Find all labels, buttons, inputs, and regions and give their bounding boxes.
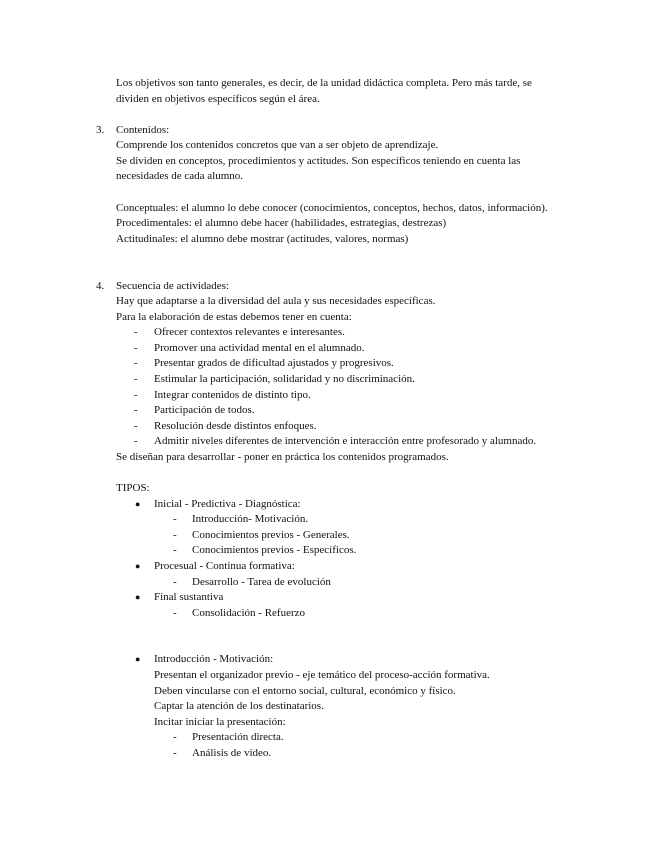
- text-line: [0, 559, 655, 575]
- text-line: [0, 138, 655, 154]
- line-text: Conocimientos previos - Generales.: [192, 528, 350, 541]
- text-line: [0, 497, 655, 513]
- dash-marker: -: [134, 372, 138, 385]
- line-text: Para la elaboración de estas debemos tener en cuenta:: [116, 310, 352, 323]
- line-text: Conceptuales: el alumno lo debe conocer (conocimientos, conceptos, hechos, datos, información).: [116, 201, 548, 214]
- blank-line: [0, 185, 655, 201]
- line-text: Comprende los contenidos concretos que van a ser objeto de aprendizaje.: [116, 139, 439, 152]
- text-line: [0, 512, 655, 528]
- line-text: Se dividen en conceptos, procedimientos y actitudes. Son específicos teniendo en cuenta las: [116, 154, 521, 167]
- dash-marker: -: [134, 419, 138, 432]
- dash-marker: -: [173, 513, 177, 526]
- line-text: TIPOS:: [116, 482, 150, 495]
- text-line: [0, 668, 655, 684]
- line-text: Conocimientos previos - Específicos.: [192, 544, 357, 557]
- bullet-icon: ●: [135, 498, 141, 509]
- text-line: [0, 684, 655, 700]
- text-line: [0, 590, 655, 606]
- blank-line: [0, 247, 655, 263]
- text-line: [0, 92, 655, 108]
- list-number: 4.: [96, 279, 105, 292]
- line-text: Integrar contenidos de distinto tipo.: [154, 388, 311, 401]
- document-page: [0, 76, 655, 761]
- dash-marker: -: [173, 731, 177, 744]
- line-text: Ofrecer contextos relevantes e interesantes.: [154, 326, 345, 339]
- text-line: [0, 715, 655, 731]
- text-line: [0, 419, 655, 435]
- dash-marker: -: [173, 544, 177, 557]
- line-text: Inicial - Predictiva - Diagnóstica:: [154, 497, 301, 510]
- text-line: [0, 216, 655, 232]
- text-line: [0, 652, 655, 668]
- line-text: Presentación directa.: [192, 731, 284, 744]
- line-text: Introducción - Motivación:: [154, 653, 274, 666]
- text-line: [0, 201, 655, 217]
- text-line: [0, 169, 655, 185]
- line-text: Se diseñan para desarrollar - poner en práctica los contenidos programados.: [116, 450, 449, 463]
- text-line: [0, 450, 655, 466]
- text-line: [0, 481, 655, 497]
- line-text: Desarrollo - Tarea de evolución: [192, 575, 331, 588]
- text-line: [0, 403, 655, 419]
- line-text: Participación de todos.: [154, 404, 255, 417]
- line-text: Consolidación - Refuerzo: [192, 606, 306, 619]
- line-text: Introducción- Motivación.: [192, 513, 309, 526]
- line-text: Deben vincularse con el entorno social, cultural, económico y físico.: [154, 684, 456, 697]
- text-line: [0, 528, 655, 544]
- dash-marker: -: [134, 435, 138, 448]
- text-line: [0, 434, 655, 450]
- line-text: Admitir niveles diferentes de intervención e interacción entre profesorado y alumnado.: [154, 435, 537, 448]
- text-line: [0, 76, 655, 92]
- bullet-icon: ●: [135, 560, 141, 571]
- bullet-icon: ●: [135, 592, 141, 603]
- text-line: [0, 699, 655, 715]
- line-text: Análisis de vídeo.: [192, 746, 272, 759]
- line-text: Final sustantiva: [154, 591, 224, 604]
- line-text: Hay que adaptarse a la diversidad del aula y sus necesidades específicas.: [116, 295, 436, 308]
- text-line: [0, 325, 655, 341]
- dash-marker: -: [134, 404, 138, 417]
- text-line: [0, 372, 655, 388]
- text-line: [0, 294, 655, 310]
- text-line: [0, 123, 655, 139]
- line-text: Procesual - Continua formativa:: [154, 559, 295, 572]
- blank-line: [0, 621, 655, 637]
- text-line: [0, 746, 655, 762]
- dash-marker: -: [134, 326, 138, 339]
- text-line: [0, 232, 655, 248]
- line-text: Resolución desde distintos enfoques.: [154, 419, 317, 432]
- line-text: Captar la atención de los destinatarios.: [154, 700, 324, 713]
- dash-marker: -: [173, 575, 177, 588]
- line-text: Estimular la participación, solidaridad y no discriminación.: [154, 372, 415, 385]
- list-number: 3.: [96, 123, 105, 136]
- line-text: Actitudinales: el alumno debe mostrar (actitudes, valores, normas): [116, 232, 409, 245]
- blank-line: [0, 637, 655, 653]
- dash-marker: -: [173, 606, 177, 619]
- dash-marker: -: [134, 341, 138, 354]
- line-text: Promover una actividad mental en el alumnado.: [154, 341, 365, 354]
- line-text: dividen en objetivos específicos según el área.: [116, 92, 320, 105]
- text-line: [0, 575, 655, 591]
- dash-marker: -: [173, 746, 177, 759]
- blank-line: [0, 263, 655, 279]
- dash-marker: -: [173, 528, 177, 541]
- text-line: [0, 154, 655, 170]
- text-line: [0, 606, 655, 622]
- line-text: Presentar grados de dificultad ajustados y progresivos.: [154, 357, 394, 370]
- text-line: [0, 356, 655, 372]
- dash-marker: -: [134, 388, 138, 401]
- blank-line: [0, 465, 655, 481]
- line-text: Los objetivos son tanto generales, es decir, de la unidad didáctica completa. Pero más tarde, se: [116, 77, 532, 89]
- text-line: [0, 279, 655, 295]
- text-line: [0, 310, 655, 326]
- line-text: Incitar iniciar la presentación:: [154, 715, 286, 728]
- line-text: Secuencia de actividades:: [116, 279, 230, 292]
- line-text: Contenidos:: [116, 123, 170, 136]
- text-line: [0, 341, 655, 357]
- line-text: necesidades de cada alumno.: [116, 170, 244, 183]
- blank-line: [0, 107, 655, 123]
- text-line: [0, 730, 655, 746]
- line-text: Procedimentales: el alumno debe hacer (habilidades, estrategias, destrezas): [116, 217, 447, 230]
- line-text: Presentan el organizador previo - eje temático del proceso-acción formativa.: [154, 668, 490, 681]
- bullet-icon: ●: [135, 654, 141, 665]
- text-line: [0, 388, 655, 404]
- dash-marker: -: [134, 357, 138, 370]
- text-line: [0, 543, 655, 559]
